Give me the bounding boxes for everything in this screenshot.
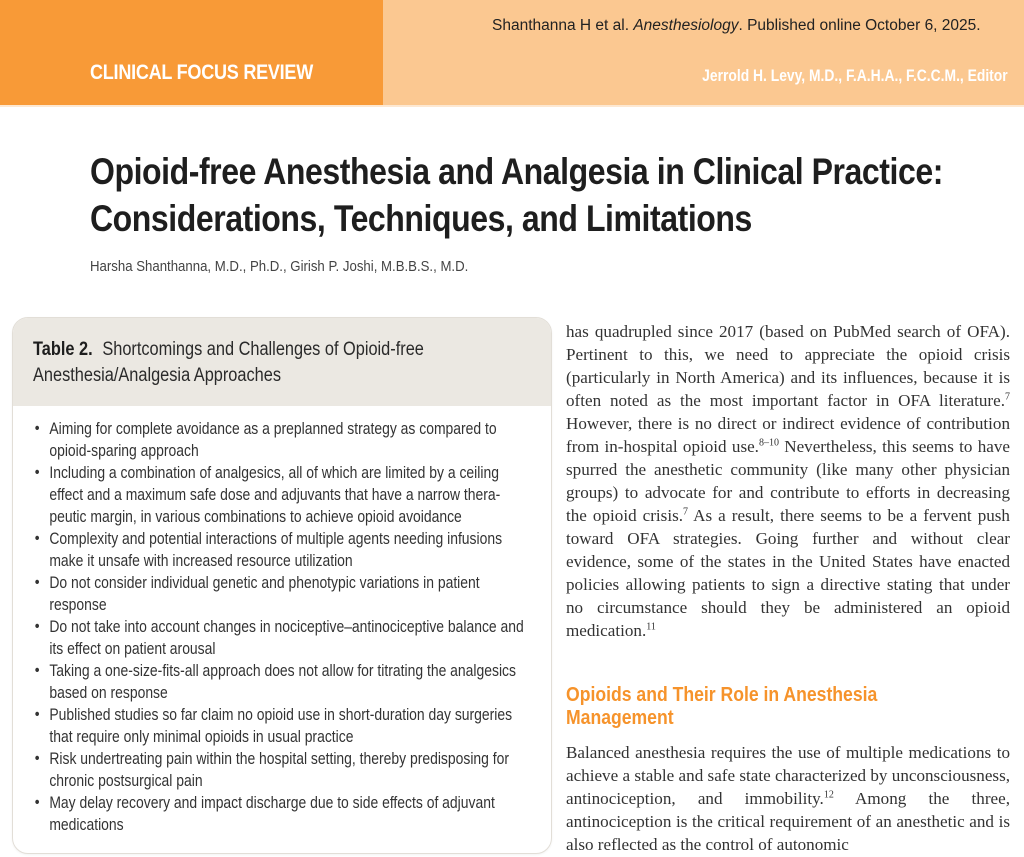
table-2-box — [12, 317, 552, 854]
reference-7b: 7 — [683, 506, 689, 518]
bullet-icon: • — [34, 662, 40, 679]
bullet-icon: • — [34, 574, 40, 591]
editor-credit: Jerrold H. Levy, M.D., F.A.H.A., F.C.C.M., Editor — [702, 67, 1008, 85]
bullet-icon: • — [34, 464, 40, 481]
title-line-1: Opioid-free Anesthesia and Analgesia in Clinical Practice: — [90, 151, 943, 192]
table-caption-text: Shortcomings and Challenges of Opioid-free Anesthesia/Analgesia Approaches — [33, 339, 424, 386]
section-heading: Opioids and Their Role in Anesthesia Management — [566, 684, 878, 729]
bullet-icon: • — [34, 794, 40, 811]
section-label: CLINICAL FOCUS REVIEW — [90, 61, 314, 84]
citation-text — [492, 15, 1012, 36]
table-number: Table 2. — [33, 339, 93, 360]
bullet-icon: • — [34, 530, 40, 547]
section-banner — [0, 0, 383, 105]
reference-7: 7 — [1005, 391, 1010, 403]
reference-12: 12 — [823, 789, 834, 801]
article-title — [90, 148, 943, 242]
list-item: • May delay recovery and impact discharge due to side effects of adjuvant medications — [34, 794, 495, 834]
list-item: • Do not consider individual genetic and phenotypic variations in patient response — [34, 574, 480, 614]
banner-divider — [0, 105, 1024, 107]
title-line-2: Considerations, Techniques, and Limitations — [90, 198, 752, 239]
bullet-icon: • — [34, 750, 40, 767]
body-paragraph-2: Balanced anesthesia requires the use of multiple medications to achieve a stable and safe state characterized by unconsciousness, antinociception, and immobility.$^{12}$ Among the three, antinociception is the critical requirement of an anesthetic and is also reflected as the control of autonomic — [566, 743, 1010, 854]
bullet-icon: • — [34, 706, 40, 723]
citation-authors: Shanthanna H et al. — [492, 17, 634, 34]
list-item: • Complexity and potential interactions of multiple agents needing infusions make it unsafe with increased resource utilization — [34, 530, 503, 570]
table-header — [13, 318, 551, 406]
bullet-icon: • — [34, 420, 40, 437]
citation-banner — [383, 0, 1024, 105]
reference-11: 11 — [646, 621, 656, 633]
list-item: • Taking a one-size-fits-all approach does not allow for titrating the analgesics based on response — [34, 662, 516, 702]
bullet-icon: • — [34, 618, 40, 635]
list-item: • Aiming for complete avoidance as a preplanned strategy as compared to opioid-sparing approach — [34, 420, 497, 460]
list-item: • Including a combination of analgesics, all of which are limited by a ceiling effect and a maximum safe dose and adjuvants that have a narrow therapeutic margin, in various combinations to achieve opioid avoidance — [34, 464, 501, 526]
citation-journal: Anesthesiology — [633, 17, 739, 34]
article-authors: Harsha Shanthanna, M.D., Ph.D., Girish P. Joshi, M.B.B.S., M.D. — [90, 258, 469, 275]
table-bullet-list — [33, 418, 532, 836]
table-caption — [33, 337, 549, 389]
list-item: • Risk undertreating pain within the hospital setting, thereby predisposing for chronic postsurgical pain — [34, 750, 510, 790]
list-item: • Published studies so far claim no opioid use in short-duration day surgeries that require only minimal opioids in usual practice — [34, 706, 513, 746]
citation-rest: . Published online October 6, 2025. — [738, 17, 981, 34]
body-paragraph-1: has quadrupled since 2017 (based on PubMed search of OFA). Pertinent to this, we need to appreciate the opioid crisis (particularly in North America) and its influences, because it is often noted as the most important factor in OFA literature.$^7$ However, there is no direct or indirect evidence of contribution from in-hospital opioid use.$^{8-10}$ Nevertheless, this seems to have spurred the anesthetic community (like many other physician groups) to advocate for and contribute to efforts in decreasing the opioid crisis.$^7$ As a result, there seems to be a fervent push toward OFA strategies. Going further and without clear evidence, some of the states in the United States have enacted policies allowing patients to sign a directive stating that under no circumstance should they be administered an opioid medication.$^{11}$ — [566, 322, 1010, 640]
list-item: • Do not take into account changes in nociceptive–antinociceptive balance and its effect on patient arousal — [34, 618, 524, 658]
reference-8-10: 8–10 — [758, 437, 779, 449]
